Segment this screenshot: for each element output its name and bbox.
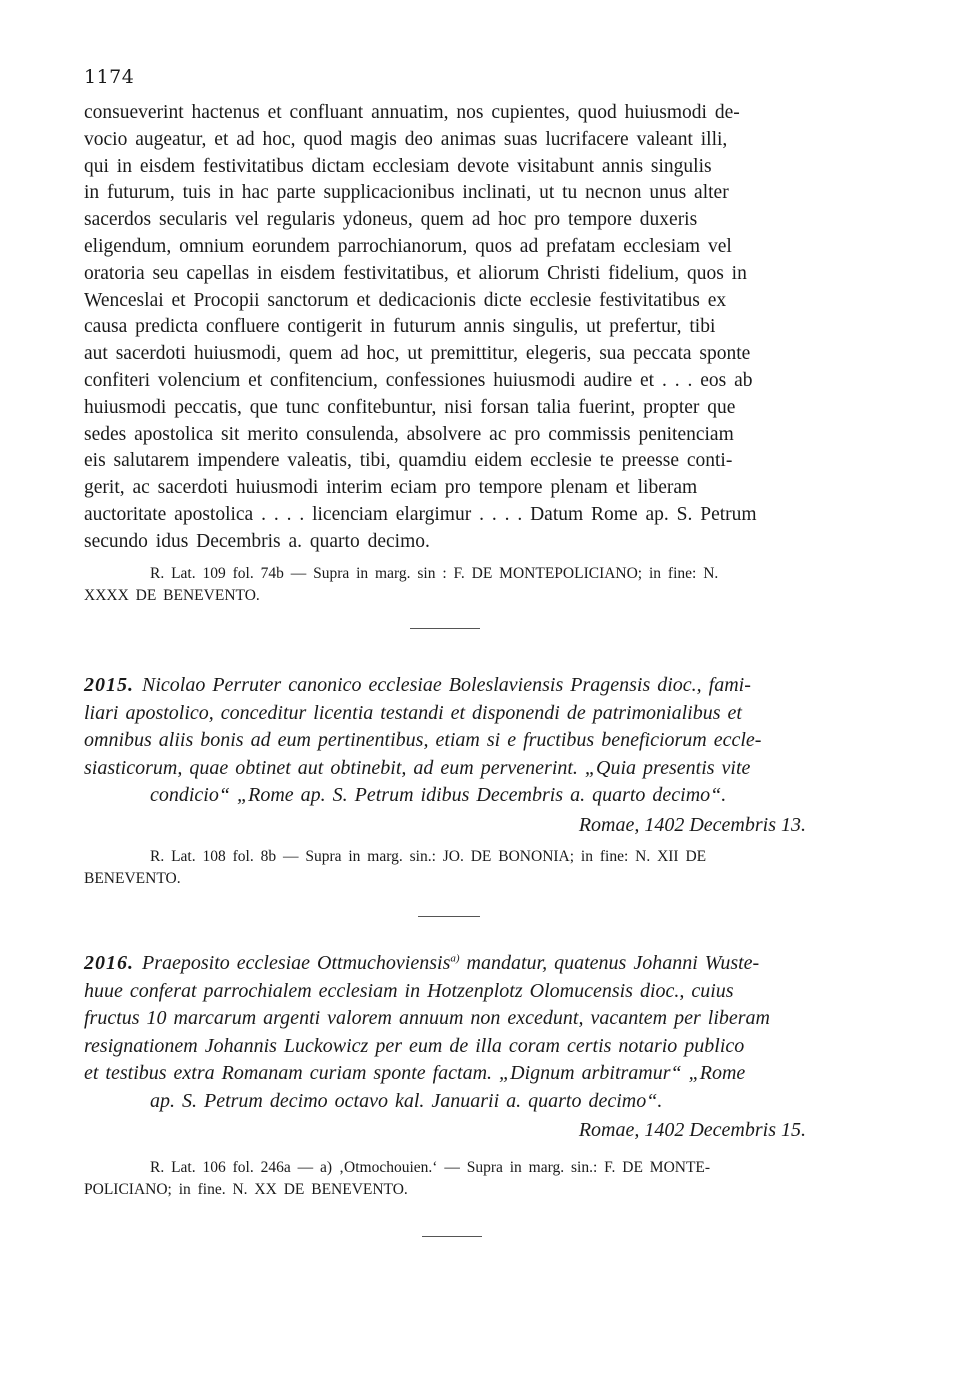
regest-line: mandatur, quatenus Johanni Wuste- <box>459 952 760 974</box>
text-line: eis salutarem impendere valeatis, tibi, quamdiu eidem ecclesie te preesse conti- <box>84 450 733 472</box>
entry-2016 <box>84 950 820 1145</box>
source-line: XXXX DE BENEVENTO. <box>84 587 260 604</box>
regest-line: resignationem Johannis Luckowicz per eum de illa coram certis notario publico <box>84 1034 745 1057</box>
text-line: aut sacerdoti huiusmodi, quem ad hoc, ut premittitur, elegeris, sua peccata sponte <box>84 343 751 365</box>
regest-line: Praeposito ecclesiae Ottmuchoviensis <box>142 952 451 974</box>
source-line: BENEVENTO. <box>84 870 181 887</box>
regest-line: omnibus aliis bonis ad eum pertinentibus, etiam si e fructibus beneficiorum eccle- <box>84 729 762 751</box>
regest-line: huue conferat parrochialem ecclesiam in Hotzenplotz Olomucensis dioc., cuius <box>84 979 734 1002</box>
source-line: R. Lat. 108 fol. 8b — Supra in marg. sin.: JO. DE BONONIA; in fine: N. XII DE <box>150 848 707 865</box>
text-line: sedes apostolica sit merito consulenda, absolvere ac pro commissis penitenciam <box>84 423 734 445</box>
entry-number: 2016. <box>84 952 134 974</box>
text-line: gerit, ac sacerdoti huiusmodi interim eciam pro tempore plenam et liberam <box>84 477 698 499</box>
regest-line: fructus 10 marcarum argenti valorem annuum non excedunt, vacantem per liberam <box>84 1007 770 1029</box>
text-line: sacerdos secularis vel regularis ydoneus, quem ad hoc pro tempore duxeris <box>84 209 698 231</box>
text-line: auctoritate apostolica . . . . licenciam elargimur . . . . Datum Rome ap. S. Petrum <box>84 503 757 525</box>
text-line: in futurum, tuis in hac parte supplicacionibus inclinati, ut tu necnon unus alter <box>84 182 729 204</box>
page-number: 1174 <box>84 66 135 88</box>
regest-line: et testibus extra Romanam curiam sponte factam. „Dignum arbitramur“ „Rome <box>84 1062 746 1084</box>
continued-text <box>84 100 820 556</box>
text-line: Wenceslai et Procopii sanctorum et dedicacionis dicte ecclesie festivitatibus ex <box>84 289 727 311</box>
text-line: eligendum, omnium eorundem parrochianorum, quos ad prefatam ecclesiam vel <box>84 235 732 257</box>
entry-date: Romae, 1402 Decembris 13. <box>578 813 806 836</box>
divider <box>410 628 480 629</box>
text-line: causa predicta confluere contigerit in futurum annis singulis, ut prefertur, tibi <box>84 316 716 338</box>
regest-line: condicio“ „Rome ap. S. Petrum idibus Decembris a. quarto decimo“. <box>150 784 727 806</box>
entry-2015 <box>84 672 820 840</box>
entry-number: 2015. <box>84 674 134 696</box>
text-line: qui in eisdem festivitatibus dictam ecclesiam devote visitabunt annis singulis <box>84 155 712 177</box>
text-line: confiteri volencium et confitencium, confessiones huiusmodi audire et . . . eos ab <box>84 369 753 391</box>
source-note-2014 <box>84 563 820 607</box>
regest-line: Nicolao Perruter canonico ecclesiae Boleslaviensis Pragensis dioc., fami- <box>142 674 751 696</box>
text-line: vocio augeatur, et ad hoc, quod magis deo animas suas lucrifacere valeant illi, <box>84 128 728 150</box>
regest-line: siasticorum, quae obtinet aut obtinebit, ad eum pervenerint. „Quia presentis vite <box>84 756 751 779</box>
source-note-2015 <box>84 846 820 890</box>
source-note-2016 <box>84 1157 820 1201</box>
source-line: R. Lat. 109 fol. 74b — Supra in marg. sin : F. DE MONTEPOLICIANO; in fine: N. <box>150 565 719 582</box>
text-line: secundo idus Decembris a. quarto decimo. <box>84 530 430 552</box>
source-line: R. Lat. 106 fol. 246a — a) ‚Otmochouien.‘ — Supra in marg. sin.: F. DE MONTE- <box>150 1159 711 1176</box>
text-line: consueverint hactenus et confluant annuatim, nos cupientes, quod huiusmodi de- <box>84 102 740 123</box>
footnote-marker: a) <box>450 952 460 965</box>
divider <box>422 1236 482 1237</box>
entry-date: Romae, 1402 Decembris 15. <box>578 1119 806 1141</box>
divider <box>418 916 480 917</box>
regest-line: liari apostolico, conceditur licentia testandi et disponendi de patrimonialibus et <box>84 701 742 724</box>
source-line: POLICIANO; in fine. N. XX DE BENEVENTO. <box>84 1181 408 1198</box>
regest-line: ap. S. Petrum decimo octavo kal. Januarii a. quarto decimo“. <box>150 1089 663 1112</box>
text-line: huiusmodi peccatis, que tunc confitebuntur, nisi forsan talia fuerint, propter que <box>84 396 736 418</box>
text-line: oratoria seu capellas in eisdem festivitatibus, et aliorum Christi fidelium, quos in <box>84 262 747 284</box>
